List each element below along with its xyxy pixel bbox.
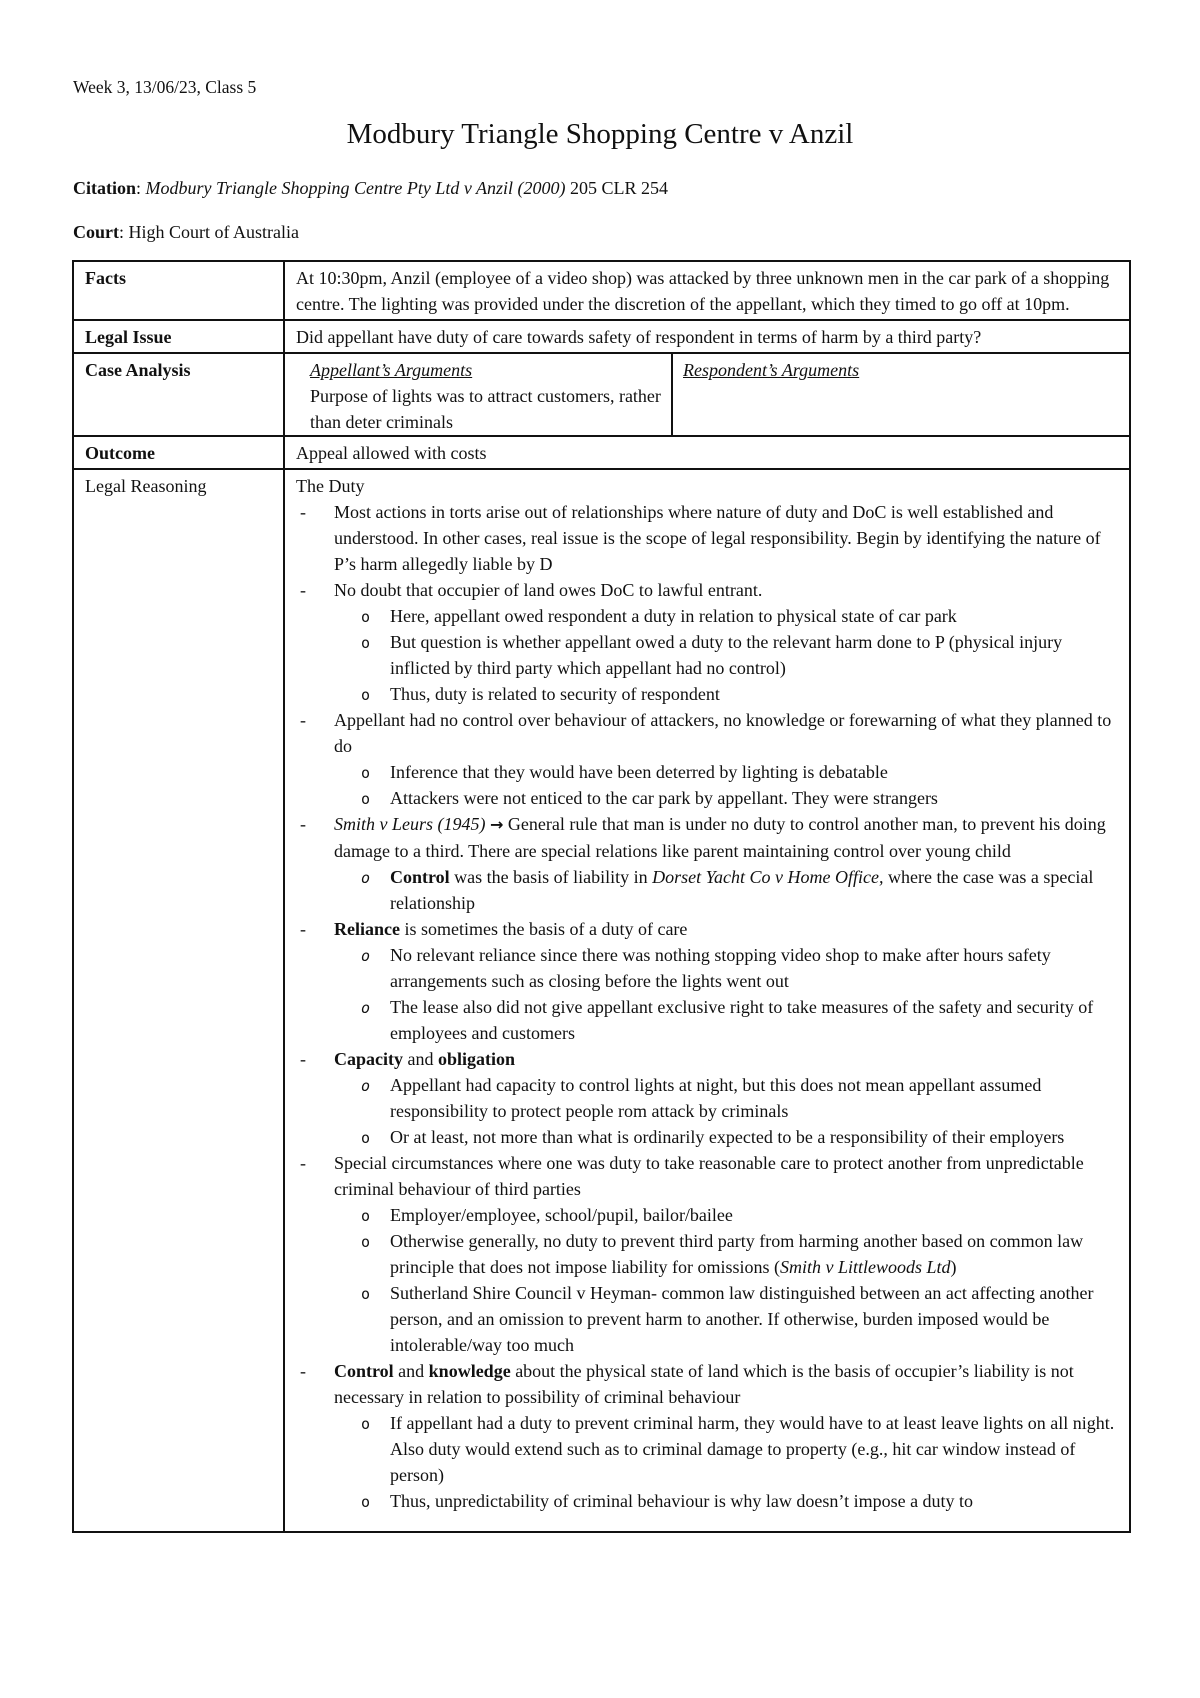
outcome-text: Appeal allowed with costs [284, 436, 1130, 469]
court-line [73, 219, 299, 245]
legal-issue-text: Did appellant have duty of care towards safety of respondent in terms of harm by a third party? [284, 320, 1130, 353]
appellant-arguments [295, 354, 672, 435]
sub-list-item: o Otherwise generally, no duty to prevent third party from harming another based on common law principle that does not impose liability for omissions (Smith v Littlewoods Ltd) [361, 1231, 1084, 1277]
list-item: - Appellant had no control over behaviour of attackers, no knowledge or forewarning of what they planned to do o Inference that they would have been deterred by lighting is debatable o Attackers were not enticed to the car park by appellant. They were strangers [296, 707, 1119, 811]
citation-label: Citation [73, 178, 136, 198]
sub-list-item: o If appellant had a duty to prevent criminal harm, they would have to at least leave lights on all night. Also duty would extend such as to criminal damage to property (e.g., hit car window instead of person) [361, 1413, 1115, 1485]
sub-list-item: o Control was the basis of liability in Dorset Yacht Co v Home Office, where the case was a special relationship [361, 867, 1094, 913]
sub-list-item: o Sutherland Shire Council v Heyman- common law distinguished between an act affecting another person, and an omission to prevent harm to another. If otherwise, burden imposed would be intolerable/way too much [361, 1283, 1094, 1355]
arguments-table [295, 354, 1129, 435]
page-title: Modbury Triangle Shopping Centre v Anzil [346, 118, 854, 150]
court-value: : High Court of Australia [119, 222, 299, 242]
case-brief-table [72, 260, 1131, 1533]
facts-label: Facts [73, 261, 284, 320]
legal-reasoning-row [73, 469, 1130, 1532]
citation-line: Citation: Modbury Triangle Shopping Centre Pty Ltd v Anzil (2000) 205 CLR 254 [73, 178, 669, 198]
legal-issue-row [73, 320, 1130, 353]
legal-issue-label: Legal Issue [73, 320, 284, 353]
facts-text: At 10:30pm, Anzil (employee of a video shop) was attacked by three unknown men in the car park of a shopping centre. The lighting was provided under the discretion of the appellant, which they timed to go off at 10pm. [284, 261, 1130, 320]
list-item: - Most actions in torts arise out of relationships where nature of duty and DoC is well established and understood. In other cases, real issue is the scope of legal responsibility. Begin by identifying the nature of P’s harm allegedly liable by D [296, 499, 1119, 577]
list-item: - Smith v Leurs (1945) → General rule that man is under no duty to control another man, to prevent his doing damage to a third. There are special relations like parent maintaining control over young child o Control was the basis of liability in Dorset Yacht Co v Home Office, where the case was a special relationship [296, 811, 1119, 916]
appellant-heading: Appellant’s Arguments [310, 360, 473, 380]
legal-reasoning-cell [284, 469, 1130, 1532]
court-label: Court [73, 222, 119, 242]
case-analysis-cell [284, 353, 1130, 436]
sub-list-item: o Thus, duty is related to security of respondent [361, 684, 720, 704]
sub-list-item: o But question is whether appellant owed a duty to the relevant harm done to P (physical injury inflicted by third party which appellant had no control) [361, 632, 1063, 678]
citation-case-name: Modbury Triangle Shopping Centre Pty Ltd v Anzil (2000) [145, 178, 566, 198]
sub-list-item: o The lease also did not give appellant exclusive right to take measures of the safety and security of employees and customers [361, 997, 1094, 1043]
facts-row [73, 261, 1130, 320]
list-item: - Reliance is sometimes the basis of a duty of care o No relevant reliance since there was nothing stopping video shop to make after hours safety arrangements such as closing before the lights went out o The lease also did not give appellant exclusive right to take measures of the safety and security of employees and customers [296, 916, 1119, 1046]
sub-list-item: o Thus, unpredictability of criminal behaviour is why law doesn’t impose a duty to [361, 1491, 974, 1511]
appellant-text: Purpose of lights was to attract customers, rather than deter criminals [310, 386, 661, 432]
respondent-arguments [672, 354, 1129, 435]
legal-reasoning-label: Legal Reasoning [73, 469, 284, 1532]
week-class-header: Week 3, 13/06/23, Class 5 [73, 77, 257, 97]
list-item: - Capacity and obligation o Appellant had capacity to control lights at night, but this does not mean appellant assumed responsibility to protect people rom attack by criminals o Or at least, not more than what is ordinarily expected to be a responsibility of their employers [296, 1046, 1119, 1150]
case-analysis-label: Case Analysis [73, 353, 284, 436]
respondent-heading: Respondent’s Arguments [683, 360, 860, 380]
list-item: - Control and knowledge about the physical state of land which is the basis of occupier’s liability is not necessary in relation to possibility of criminal behaviour o If appellant had a duty to prevent criminal harm, they would have to at least leave lights on all night. Also duty would extend such as to criminal damage to property (e.g., hit car window instead of person) o Thus, unpredictability of criminal behaviour is why law doesn’t impose a duty to [296, 1358, 1119, 1514]
reasoning-heading: The Duty [296, 476, 365, 496]
reasoning-list [296, 499, 1119, 1514]
citation-report: 205 CLR 254 [565, 178, 669, 198]
outcome-label: Outcome [73, 436, 284, 469]
sub-list-item: o Attackers were not enticed to the car park by appellant. They were strangers [361, 788, 938, 808]
sub-list-item: o No relevant reliance since there was nothing stopping video shop to make after hours safety arrangements such as closing before the lights went out [361, 945, 1051, 991]
list-item: - Special circumstances where one was duty to take reasonable care to protect another from unpredictable criminal behaviour of third parties o Employer/employee, school/pupil, bailor/bailee o Otherwise generally, no duty to prevent third party from harming another based on common law principle that does not impose liability for omissions (Smith v Littlewoods Ltd) o Sutherland Shire Council v Heyman- common law distinguished between an act affecting another person, and an omission to prevent harm to another. If otherwise, burden imposed would be intolerable/way too much [296, 1150, 1119, 1358]
sub-list-item: o Here, appellant owed respondent a duty in relation to physical state of car park [361, 606, 957, 626]
sub-list-item: o Inference that they would have been deterred by lighting is debatable [361, 762, 888, 782]
case-analysis-row [73, 353, 1130, 436]
right-arrow-icon: → [490, 815, 504, 834]
list-item: - No doubt that occupier of land owes DoC to lawful entrant. o Here, appellant owed respondent a duty in relation to physical state of car park o But question is whether appellant owed a duty to the relevant harm done to P (physical injury inflicted by third party which appellant had no control) o Thus, duty is related to security of respondent [296, 577, 1119, 707]
sub-list-item: o Employer/employee, school/pupil, bailor/bailee [361, 1205, 733, 1225]
sub-list-item: o Or at least, not more than what is ordinarily expected to be a responsibility of their employers [361, 1127, 1065, 1147]
outcome-row [73, 436, 1130, 469]
sub-list-item: o Appellant had capacity to control lights at night, but this does not mean appellant assumed responsibility to protect people rom attack by criminals [361, 1075, 1042, 1121]
